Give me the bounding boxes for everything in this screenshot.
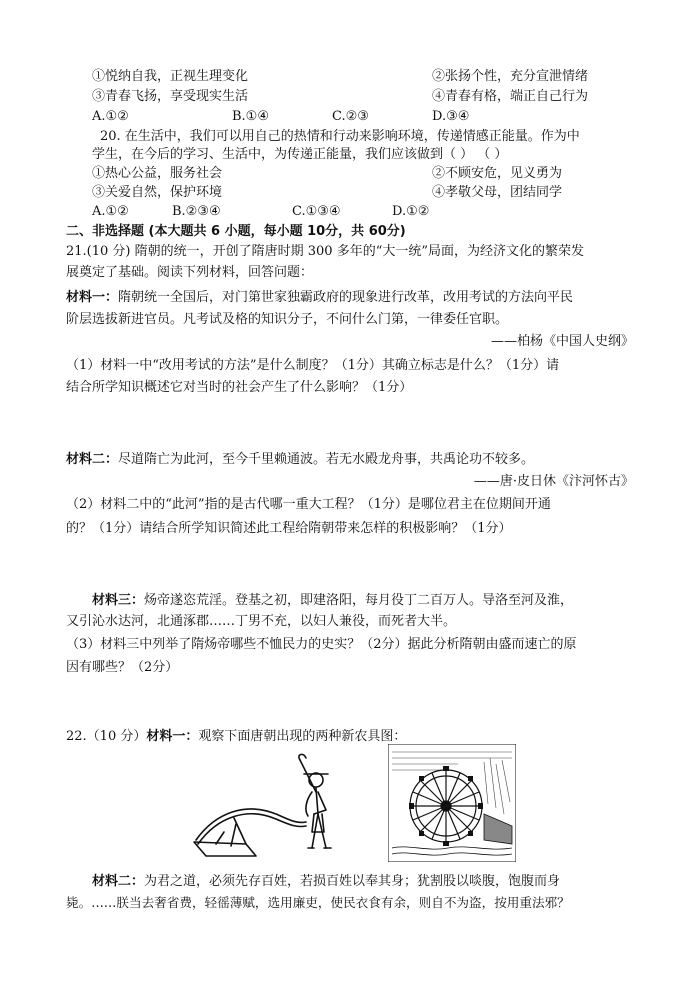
q20-option-3: ③关爱自然，保护环境: [92, 185, 223, 200]
q19-option-3: ③青春飞扬，享受现实生活: [92, 89, 249, 104]
material-text: 炀帝遂恣荒淫。登基之初，即建洛阳，每月役丁二百万人。导洛至河及淮，: [144, 593, 574, 608]
q21-question-1-line-1: （1）材料一中“改用考试的方法”是什么制度？（1分）其确立标志是什么？（1分）请: [66, 358, 560, 373]
material-label: 材料一：: [146, 729, 199, 744]
q21-material-2: [66, 451, 534, 469]
q22-material-2-line-2: 毙。……朕当去奢省费，轻徭薄赋，选用廉吏，使民衣食有余，则自不为盗，按用重法邪？: [66, 895, 570, 910]
q22-material-2-line-1: [92, 873, 560, 891]
q20-choice-a: A.①②: [92, 204, 129, 219]
section-heading: 二、非选择题 (本大题共 6 小题，每小题 10分，共 60分): [66, 224, 406, 239]
q21-question-1-line-2: 结合所学知识概述它对当时的社会产生了什么影响？（1分）: [66, 380, 413, 395]
q19-choice-a: A.①②: [92, 109, 129, 124]
material-label: 材料三：: [92, 593, 145, 608]
material-text: 尽道隋亡为此河，至今千里赖通波。若无水殿龙舟事，共禹论功不较多。: [118, 452, 535, 467]
water-wheel-illustration: [388, 744, 516, 862]
q22-number: 22.（10 分）: [66, 729, 147, 744]
q21-question-2-line-1: （2）材料二中的“此河”指的是古代哪一重大工程？（1分）是哪位君主在位期间开通: [66, 497, 551, 512]
q22-intro: [66, 728, 406, 746]
q20-option-2: ②不顾安危，见义勇为: [432, 166, 563, 181]
q21-intro-line-2: 展奠定了基础。阅读下列材料，回答问题：: [66, 265, 314, 280]
material-label: 材料二：: [66, 452, 119, 467]
q21-question-3-line-2: 因有哪些？（2分）: [66, 660, 179, 675]
q21-question-2-line-2: 的？（1分）请结合所学知识简述此工程给隋朝带来怎样的积极影响？（1分）: [66, 521, 512, 536]
q19-option-1: ①悦纳自我，正视生理变化: [92, 69, 249, 84]
q21-material-1-source: ——柏杨《中国人史纲》: [490, 334, 634, 349]
q19-choice-d: D.③④: [432, 109, 470, 124]
q21-intro-line-1: 21.(10 分) 隋朝的统一，开创了隋唐时期 300 多年的“大一统”局面，为经济文化的繁荣发: [66, 244, 584, 259]
q20-stem-line-1: 20. 在生活中，我们可以用自己的热情和行动来影响环境，传递情感正能量。作为中: [100, 129, 580, 144]
curved-plow-illustration: [176, 752, 356, 870]
q20-option-1: ①热心公益，服务社会: [92, 166, 223, 181]
q20-choice-b: B.②③④: [172, 204, 221, 219]
q21-material-1-line-2: 阶层选拔新进官员。凡考试及格的知识分子，不问什么门第，一律委任官职。: [66, 312, 509, 327]
q19-option-2: ②张扬个性，充分宣泄情绪: [432, 69, 589, 84]
material-label: 材料二：: [92, 874, 145, 889]
q19-option-4: ④青春有格，端正自己行为: [432, 89, 589, 104]
q20-option-4: ④孝敬父母，团结同学: [432, 185, 563, 200]
q20-choice-c: C.①③④: [292, 204, 341, 219]
q19-choice-c: C.②③: [332, 109, 369, 124]
material-text: 观察下面唐朝出现的两种新农具图：: [198, 729, 407, 744]
q21-material-3-line-2: 又引沁水达河，北通涿郡……丁男不充，以妇人兼役，而死者大半。: [66, 614, 457, 629]
q21-material-3-line-1: [92, 592, 573, 610]
q19-choice-b: B.①④: [232, 109, 269, 124]
q20-stem-line-2: 学生，在今后的学习、生活中，为传递正能量，我们应该做到（ ） （ ）: [92, 147, 508, 162]
q21-material-2-source: ——唐·皮日休《汴河怀古》: [473, 474, 634, 489]
q21-material-1-line-1: [66, 289, 573, 307]
q21-question-3-line-1: （3）材料三中列举了隋炀帝哪些不恤民力的史实？（2分）据此分析隋朝由盛而速亡的原: [66, 637, 577, 652]
material-label: 材料一：: [66, 290, 119, 305]
q20-choice-d: D.①②: [392, 204, 430, 219]
material-text: 为君之道，必须先存百姓，若损百姓以奉其身；犹割股以啖腹，饱腹而身: [144, 874, 561, 889]
material-text: 隋朝统一全国后，对门第世家独霸政府的现象进行改革，改用考试的方法向平民: [118, 290, 574, 305]
